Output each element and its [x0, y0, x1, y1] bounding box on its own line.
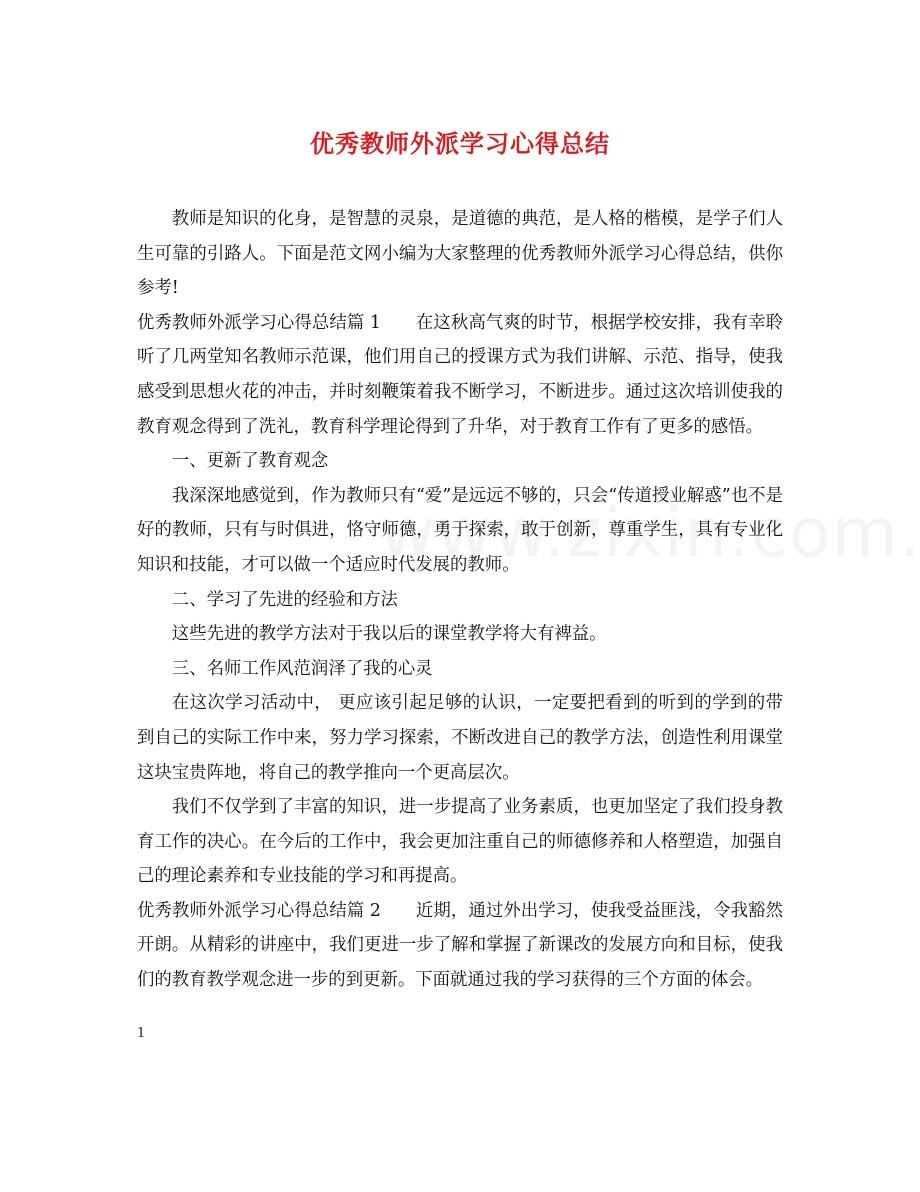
section-1-text: 在这秋高气爽的时节，根据学校安排，我有幸聆听了几两堂知名教师示范课，他们用自己的授课方式为我们讲解、示范、指导，使我感受到思想火花的冲击，并时刻鞭策着我不断学习，不断进步。通过这次培训使我的教育观念得到了洗礼，教育科学理论得到了升华，对于教育工作有了更多的感悟。: [137, 312, 783, 437]
heading-1: 一、更新了教育观念: [171, 451, 329, 472]
section-2-paragraph: [137, 894, 783, 998]
document-body: [137, 202, 783, 998]
section-2-text: 近期，通过外出学习，使我受益匪浅，令我豁然开朗。从精彩的讲座中，我们更进一步了解和掌握了新课改的发展方向和目标，使我们的教育教学观念进一步的到更新。下面就通过我的学习获得的三个方面的体会。: [137, 900, 783, 991]
heading-3: 三、名师工作风范润泽了我的心灵: [171, 658, 433, 679]
paragraph-knowledge: 我们不仅学到了丰富的知识，进一步提高了业务素质，也更加坚定了我们投身教育工作的决心。在今后的工作中，我会更加注重自己的师德修养和人格塑造，加强自己的理论素养和专业技能的学习和再提高。: [137, 797, 783, 887]
section-1-header: 优秀教师外派学习心得总结篇 1: [137, 312, 381, 333]
page-number: 1: [137, 1026, 146, 1041]
paragraph-love: 我深深地感觉到，作为教师只有“爱”是远远不够的，只会“传道授业解惑”也不是好的教师，只有与时俱进，恪守师德，勇于探索，敢于创新，尊重学生，具有专业化知识和技能，才可以做一个适应时代发展的教师。: [137, 485, 783, 575]
paragraph-methods: 这些先进的教学方法对于我以后的课堂教学将大有裨益。: [171, 624, 607, 645]
section-1-paragraph: [137, 306, 783, 444]
heading-2: 二、学习了先进的经验和方法: [171, 589, 398, 610]
document-title: 优秀教师外派学习心得总结: [310, 129, 610, 158]
section-2-header: 优秀教师外派学习心得总结篇 2: [137, 900, 381, 921]
paragraph-activity: 在这次学习活动中， 更应该引起足够的认识，一定要把看到的听到的学到的带到自己的实际工作中来，努力学习探索，不断改进自己的教学方法，创造性利用课堂这块宝贵阵地，将自己的教学推向一个更高层次。: [137, 693, 783, 783]
intro-paragraph: 教师是知识的化身，是智慧的灵泉，是道德的典范，是人格的楷模，是学子们人生可靠的引路人。下面是范文网小编为大家整理的优秀教师外派学习心得总结，供你参考!: [137, 209, 783, 299]
